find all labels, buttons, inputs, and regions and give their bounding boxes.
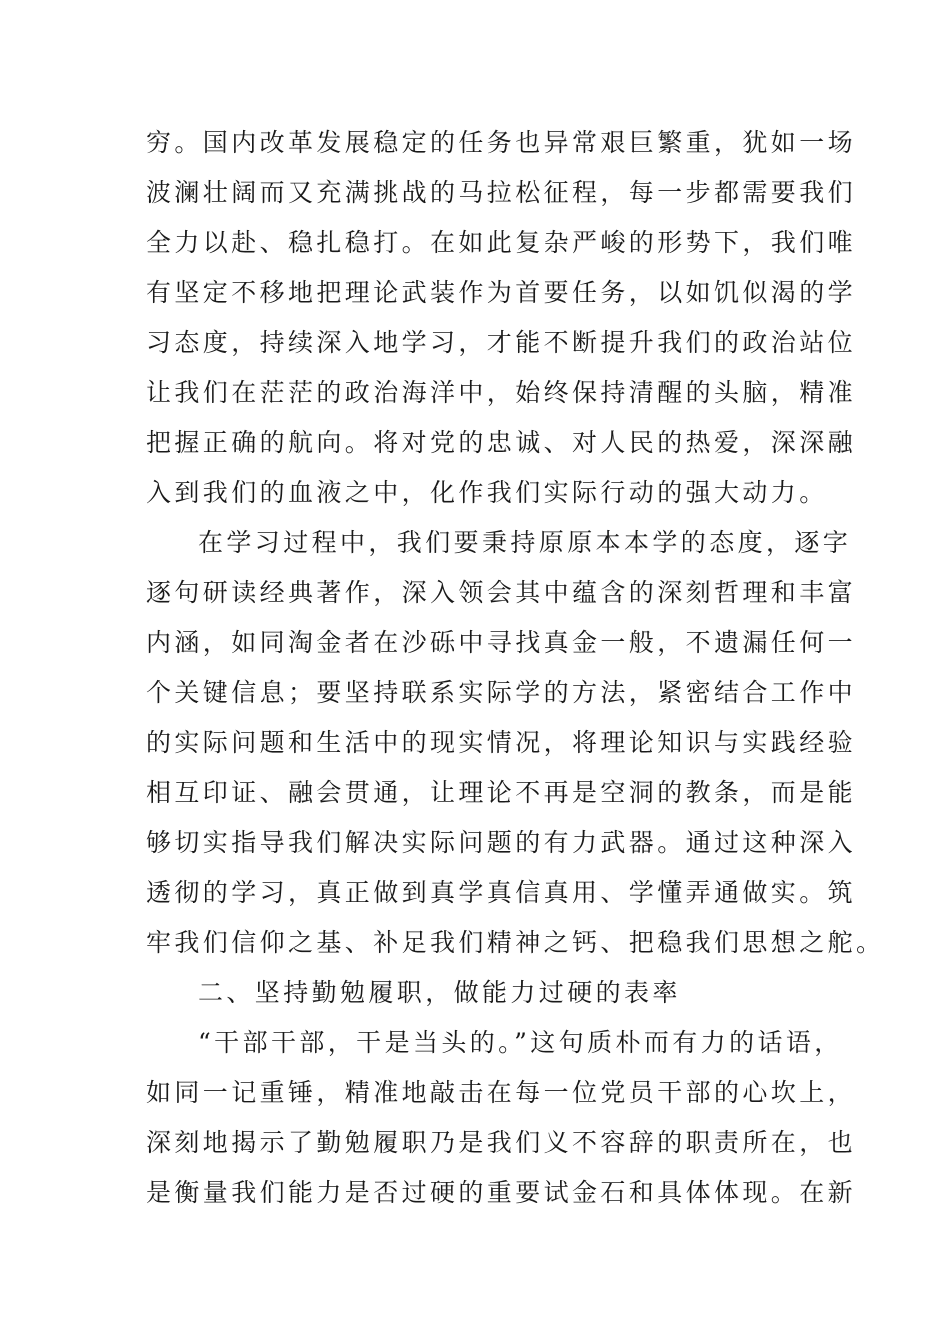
text-line: 入到我们的血液之中，化作我们实际行动的强大动力。	[146, 478, 828, 507]
text-line: 的实际问题和生活中的现实情况，将理论知识与实践经验	[146, 728, 857, 757]
text-line: 把握正确的航向。将对党的忠诚、对人民的热爱，深深融	[146, 428, 857, 457]
paragraph-3	[146, 1018, 857, 1218]
text-line: 有坚定不移地把理论武装作为首要任务，以如饥似渴的学	[146, 278, 857, 307]
text-line: 波澜壮阔而又充满挑战的马拉松征程，每一步都需要我们	[146, 178, 857, 207]
heading-text: 二、坚持勤勉履职，做能力过硬的表率	[198, 978, 681, 1007]
document-body	[146, 118, 885, 1218]
section-heading	[146, 968, 806, 1018]
text-line: 穷。国内改革发展稳定的任务也异常艰巨繁重，犹如一场	[146, 128, 857, 157]
text-line: 如同一记重锤，精准地敲击在每一位党员干部的心坎上，	[146, 1078, 857, 1107]
text-line: 内涵，如同淘金者在沙砾中寻找真金一般，不遗漏任何一	[146, 628, 857, 657]
text-line: 是衡量我们能力是否过硬的重要试金石和具体体现。在新	[146, 1178, 857, 1207]
text-line: 够切实指导我们解决实际问题的有力武器。通过这种深入	[146, 828, 857, 857]
paragraph-1	[146, 118, 857, 518]
text-line: 个关键信息；要坚持联系实际学的方法，紧密结合工作中	[146, 678, 857, 707]
text-line: 让我们在茫茫的政治海洋中，始终保持清醒的头脑，精准	[146, 378, 857, 407]
text-line: “干部干部，干是当头的。”这句质朴而有力的话语，	[198, 1028, 843, 1057]
text-line: 深刻地揭示了勤勉履职乃是我们义不容辞的职责所在，也	[146, 1128, 857, 1157]
text-line: 逐句研读经典著作，深入领会其中蕴含的深刻哲理和丰富	[146, 578, 857, 607]
text-line: 在学习过程中，我们要秉持原原本本学的态度，逐字	[198, 528, 852, 557]
text-line: 习态度，持续深入地学习，才能不断提升我们的政治站位	[146, 328, 857, 357]
text-line: 牢我们信仰之基、补足我们精神之钙、把稳我们思想之舵。	[146, 928, 885, 957]
text-line: 相互印证、融会贯通，让理论不再是空洞的教条，而是能	[146, 778, 857, 807]
text-line: 透彻的学习，真正做到真学真信真用、学懂弄通做实。筑	[146, 878, 857, 907]
paragraph-2	[146, 518, 885, 968]
text-line: 全力以赴、稳扎稳打。在如此复杂严峻的形势下，我们唯	[146, 228, 857, 257]
